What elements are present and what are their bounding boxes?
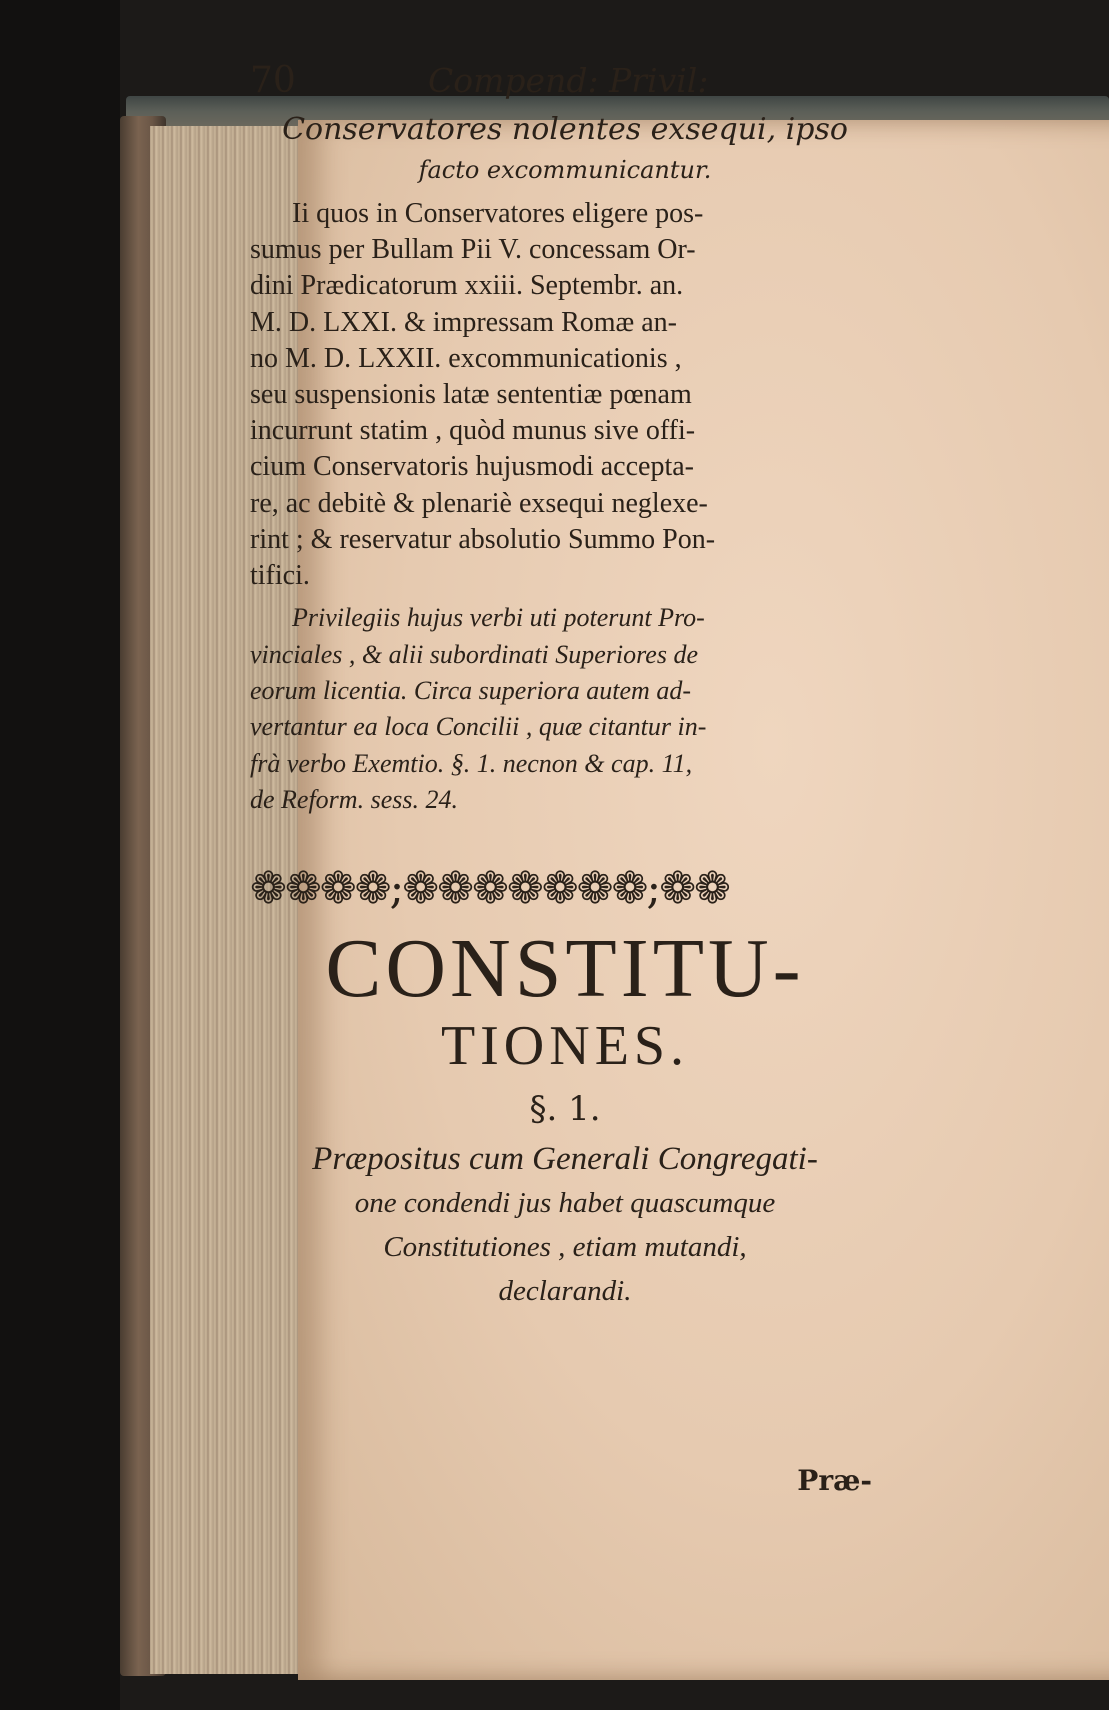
body-paragraph xyxy=(250,196,880,594)
page-header xyxy=(250,60,880,104)
section-title-line-2: TIONES. xyxy=(440,1014,690,1077)
rubric-line-1: Conservatores nolentes exsequi, ipso xyxy=(282,112,848,147)
body-line: rint ; & reservatur absolutio Summo Pon- xyxy=(250,523,716,555)
heading-line-1: Præpositus cum Generali Congregati- xyxy=(312,1140,818,1177)
section-title-line-1: CONSTITU- xyxy=(325,921,805,1015)
running-head: Compend: Privil: xyxy=(428,61,709,100)
catchword: Præ- xyxy=(797,1464,872,1497)
body-line: sumus per Bullam Pii V. concessam Or- xyxy=(250,234,696,266)
note-line: vertantur ea loca Concilii , quæ citantur in- xyxy=(250,712,707,742)
flower-ornament-icon: ❁❁❁❁;❁❁❁❁❁❁❁;❁❁ xyxy=(250,863,729,915)
dark-background xyxy=(0,0,120,1710)
body-line: incurrunt statim , quòd munus sive offi- xyxy=(250,415,696,447)
heading-line-4: declarandi. xyxy=(498,1274,632,1307)
note-paragraph xyxy=(250,600,880,818)
rubric xyxy=(250,110,880,190)
note-line: eorum licentia. Circa superiora autem ad- xyxy=(250,676,691,706)
body-line: re, ac debitè & plenariè exsequi neglexe- xyxy=(250,487,708,519)
note-line: de Reform. sess. 24. xyxy=(250,785,458,815)
heading-rubric xyxy=(250,1137,880,1313)
rubric-line-2: facto excommunicantur. xyxy=(418,156,712,184)
note-line: frà verbo Exemtio. §. 1. necnon & cap. 11, xyxy=(250,748,693,778)
body-line: dini Prædicatorum xxiii. Septembr. an. xyxy=(250,270,684,302)
note-line: Privilegiis hujus verbi uti poterunt Pro- xyxy=(292,603,705,633)
note-line: vinciales , & alii subordinati Superiores de xyxy=(250,639,698,669)
heading-line-2: one condendi jus habet quascumque xyxy=(354,1186,776,1219)
body-line: Ii quos in Conservatores eligere pos- xyxy=(292,198,704,229)
body-line: tifici. xyxy=(250,560,310,592)
body-line: no M. D. LXXII. excommunicationis , xyxy=(250,342,682,374)
page-number: 70 xyxy=(250,60,296,101)
body-line: seu suspensionis latæ sententiæ pœnam xyxy=(250,379,692,411)
body-line: M. D. LXXI. & impressam Romæ an- xyxy=(250,306,677,338)
ornament-band xyxy=(250,863,880,915)
body-line: cium Conservatoris hujusmodi accepta- xyxy=(250,451,694,483)
heading-line-3: Constitutiones , etiam mutandi, xyxy=(383,1230,747,1263)
section-mark: §. 1. xyxy=(529,1088,601,1129)
page-text xyxy=(250,60,880,1497)
